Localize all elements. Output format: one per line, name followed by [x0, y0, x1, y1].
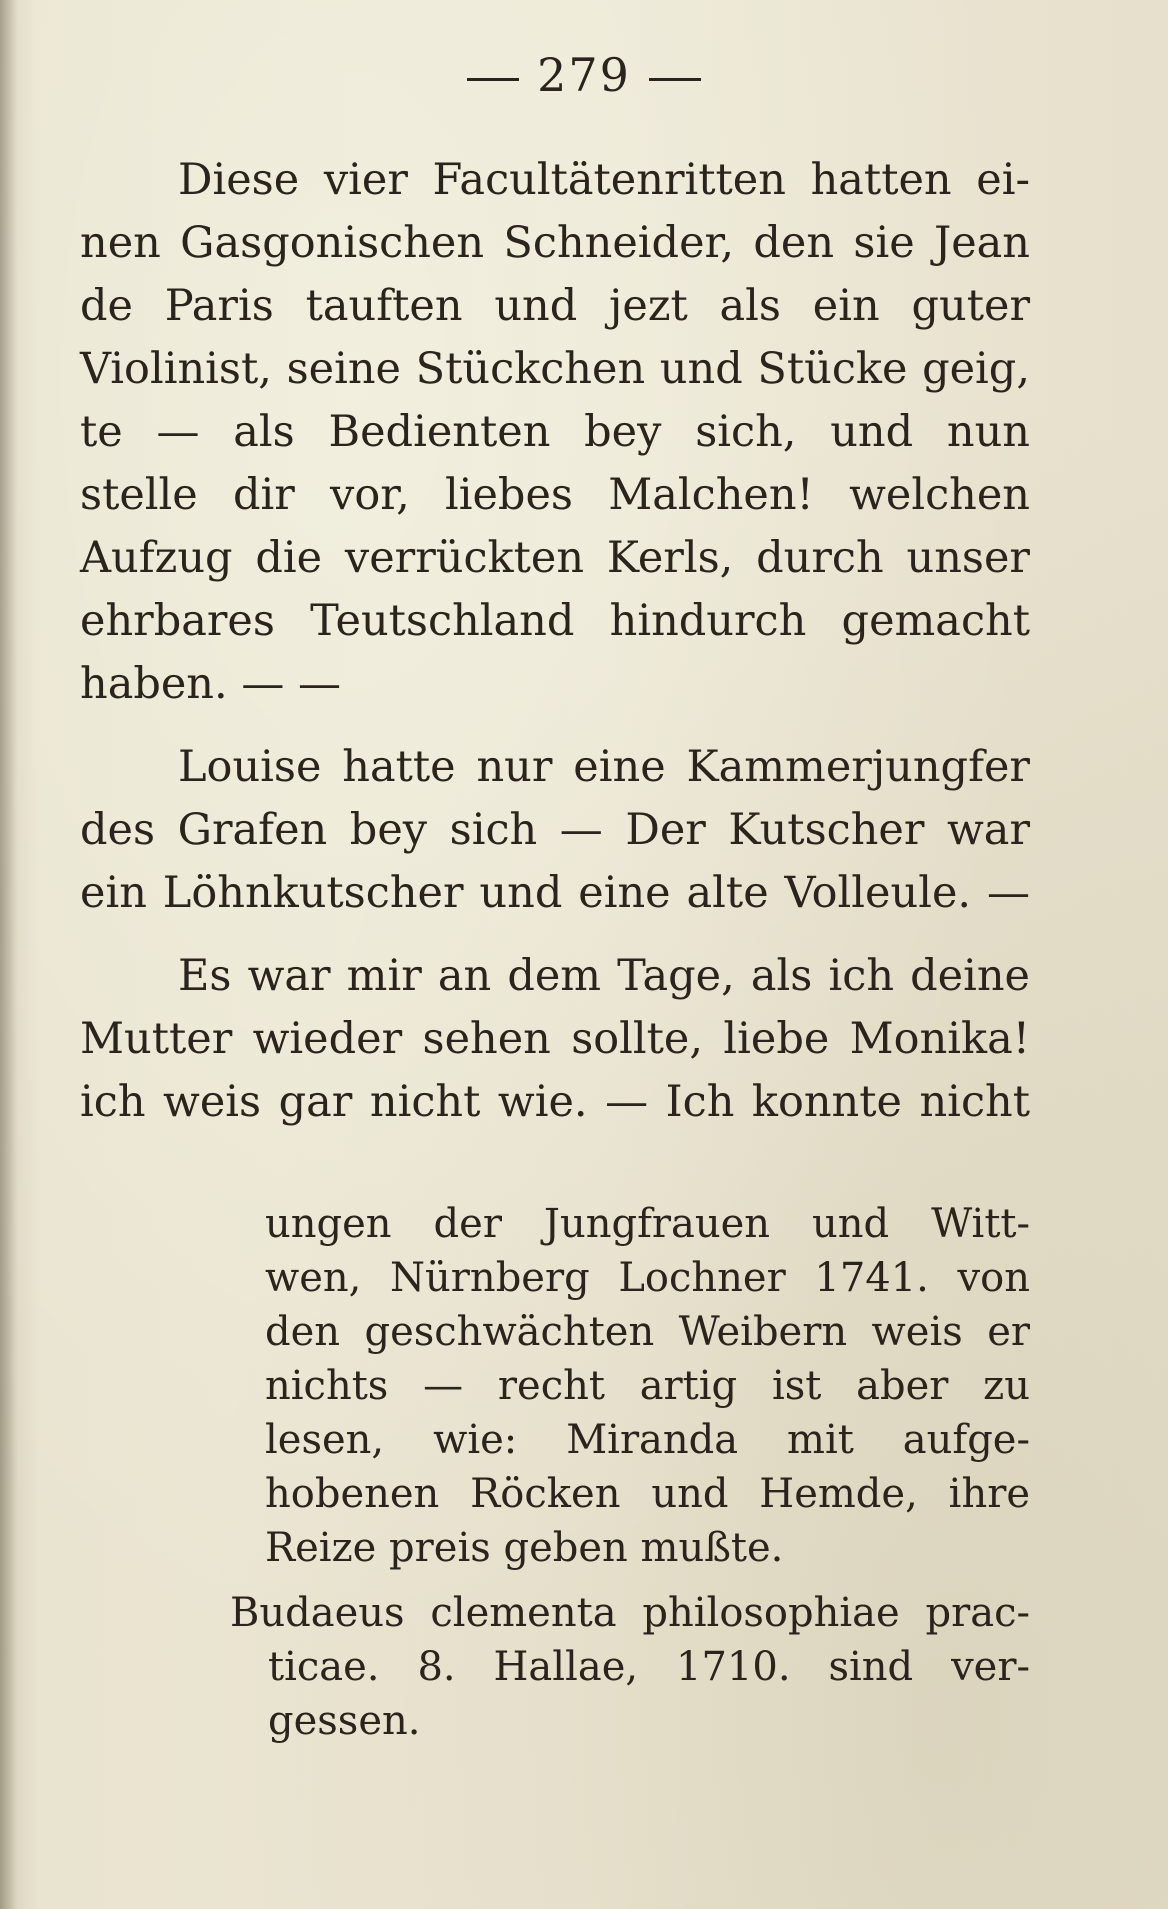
footnote-line: gessen.	[268, 1698, 421, 1744]
body-line: stelle dir vor, liebes Malchen! welchen	[80, 470, 1030, 520]
footnote-line: wen, Nürnberg Lochner 1741. von	[265, 1255, 1030, 1301]
footnote-line: ungen der Jungfrauen und Witt-	[265, 1201, 1030, 1247]
footnote-line: den geschwächten Weibern weis er	[265, 1309, 1030, 1355]
footnote-line: ticae. 8. Hallae, 1710. sind ver-	[268, 1644, 1030, 1690]
page-number: 279	[537, 48, 631, 102]
header-dash-right	[649, 78, 701, 81]
body-line: Aufzug die verrückten Kerls, durch unser	[80, 533, 1030, 583]
footnote-line: Budaeus clementa philosophiae prac-	[230, 1590, 1030, 1636]
body-line: te — als Bedienten bey sich, und nun	[80, 407, 1030, 457]
body-line: des Grafen bey sich — Der Kutscher war	[80, 805, 1030, 855]
body-line: Mutter wieder sehen sollte, liebe Monika!	[80, 1014, 1030, 1064]
footnote-line: lesen, wie: Miranda mit aufge-	[265, 1417, 1030, 1463]
header-dash-left	[467, 78, 519, 81]
body-line: Louise hatte nur eine Kammerjungfer	[178, 742, 1030, 792]
body-line: Diese vier Facultätenritten hatten ei-	[178, 155, 1030, 205]
footnote-line: nichts — recht artig ist aber zu	[265, 1363, 1030, 1409]
body-line: nen Gasgonischen Schneider, den sie Jean	[80, 218, 1030, 268]
body-line: haben. — —	[80, 659, 342, 709]
body-line: ehrbares Teutschland hindurch gemacht	[80, 596, 1030, 646]
body-line: ich weis gar nicht wie. — Ich konnte nicht	[80, 1077, 1030, 1127]
body-line: de Paris tauften und jezt als ein guter	[80, 281, 1030, 331]
body-line: Violinist, seine Stückchen und Stücke geig,	[80, 344, 1030, 394]
footnote-line: hobenen Röcken und Hemde, ihre	[265, 1471, 1030, 1517]
footnote-line: Reize preis geben mußte.	[265, 1525, 784, 1571]
page-header	[0, 48, 1168, 102]
spine-shadow	[0, 0, 18, 1909]
body-line: Es war mir an dem Tage, als ich deine	[178, 951, 1030, 1001]
body-line: ein Löhnkutscher und eine alte Volleule. —	[80, 868, 1030, 918]
